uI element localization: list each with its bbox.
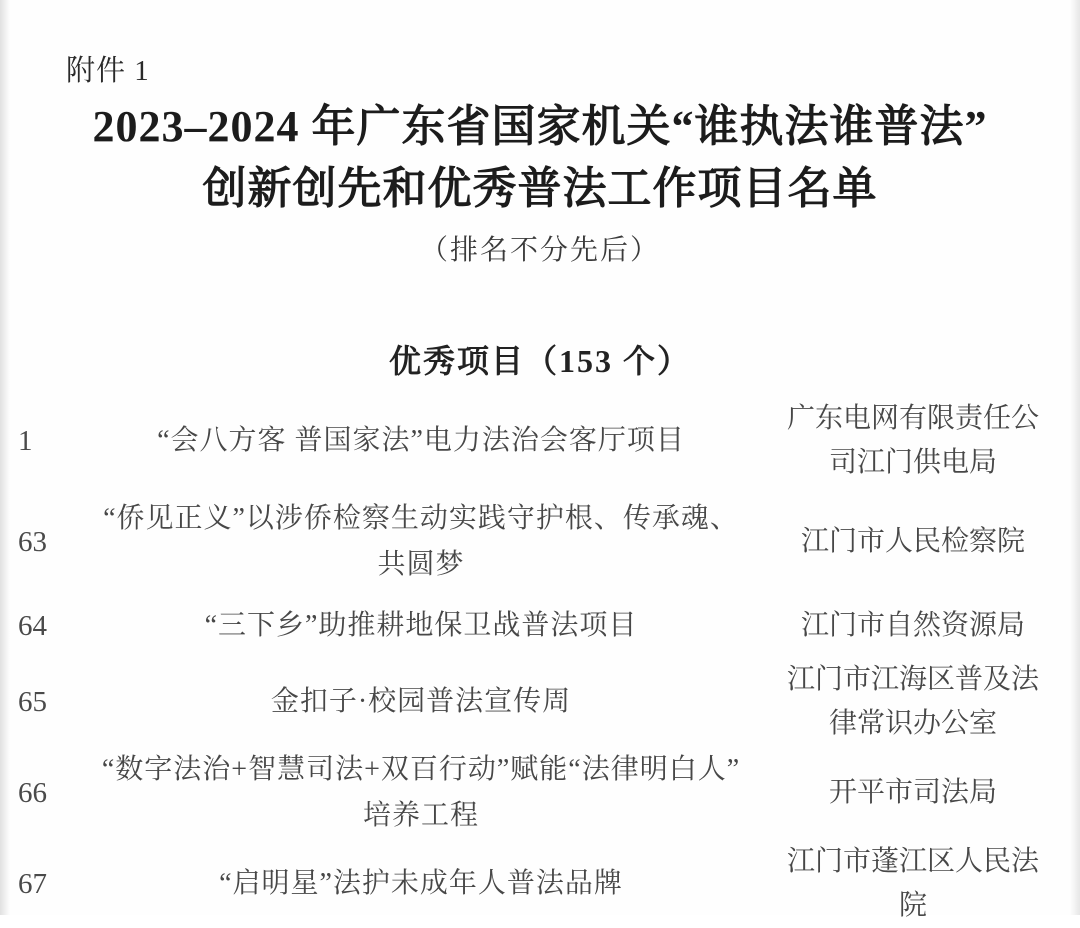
- org-name-text: 江门市自然资源局: [800, 610, 1025, 641]
- table-row: [0, 658, 1080, 746]
- project-name: 金扣子·校园普法宣传周: [270, 686, 572, 717]
- page-subtitle: （排名不分先后）: [419, 235, 660, 266]
- org-name: [760, 658, 1080, 746]
- project-name: “会八方客 普国家法”电力法治会客厅项目: [157, 425, 685, 456]
- project-name: “启明星”法护未成年人普法品牌: [219, 868, 623, 899]
- org-name: [760, 604, 1080, 648]
- org-name: [760, 397, 1080, 485]
- section-heading: 优秀项目（153 个）: [388, 343, 691, 379]
- table-row: [0, 490, 1080, 594]
- table-row: [0, 746, 1080, 840]
- org-name-text: 广东电网有限责任公司江门供电局: [786, 403, 1039, 478]
- row-number: 1: [18, 424, 33, 457]
- org-name-text: 江门市蓬江区人民法院: [786, 846, 1039, 921]
- org-name-text: 江门市江海区普及法律常识办公室: [786, 664, 1039, 739]
- org-name-text: 开平市司法局: [828, 777, 997, 808]
- row-number: 65: [18, 685, 47, 718]
- project-table: [0, 392, 1080, 928]
- project-name: “数字法治+智慧司法+双百行动”赋能“法律明白人”培养工程: [101, 754, 741, 831]
- page-title-line1: 2023–2024 年广东省国家机关“谁执法谁普法”: [92, 102, 988, 151]
- org-name-text: 江门市人民检察院: [800, 526, 1025, 557]
- row-number: 63: [18, 525, 47, 558]
- project-name: “侨见正义”以涉侨检察生动实践守护根、传承魂、共圆梦: [103, 503, 739, 580]
- org-name: [760, 520, 1080, 564]
- row-number: 67: [18, 867, 47, 900]
- table-row: [0, 594, 1080, 658]
- row-number: 64: [18, 609, 47, 642]
- row-number: 66: [18, 776, 47, 809]
- project-name: “三下乡”助推耕地保卫战普法项目: [204, 610, 638, 641]
- page-title: [0, 96, 1080, 220]
- table-row: [0, 392, 1080, 490]
- page-title-line2: 创新创先和优秀普法工作项目名单: [202, 164, 878, 213]
- org-name: [760, 771, 1080, 815]
- attachment-label: 附件 1: [66, 55, 150, 87]
